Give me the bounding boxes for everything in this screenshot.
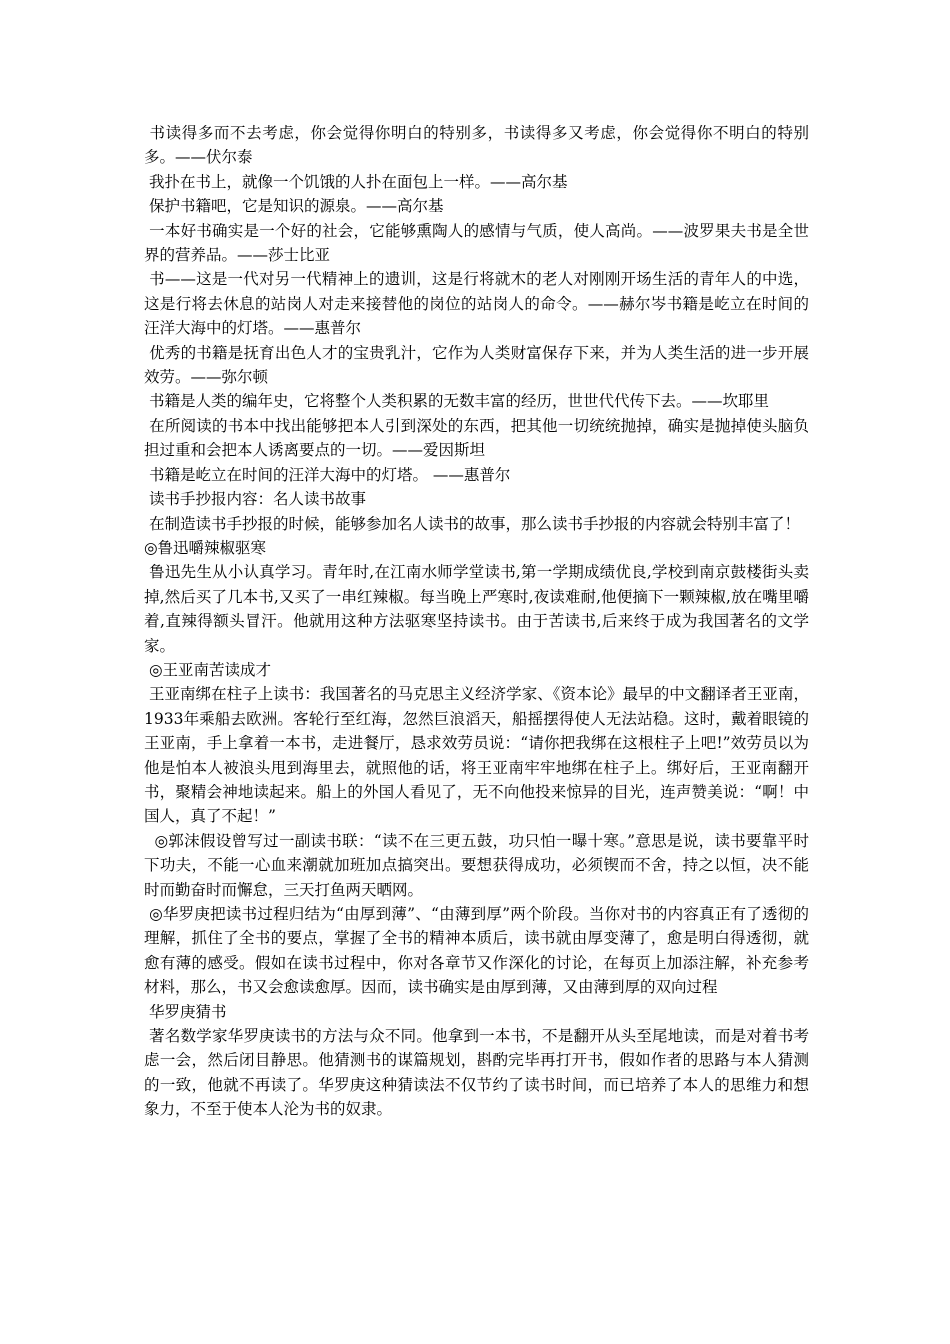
story-body-luxun: 鲁迅先生从小认真学习。青年时,在江南水师学堂读书,第一学期成绩优良,学校到南京鼓楼街头卖掉,然后买了几本书,又买了一串红辣椒。每当晚上严寒时,夜读难耐,他便摘下一颗辣椒,放在嘴里嚼着,直辣得额头冒汗。他就用这种方法驱寒坚持读书。由于苦读书,后来终于成为我国著名的文学家。 (144, 563, 809, 655)
story-heading-luxun: ◎鲁迅嚼辣椒驱寒 (144, 538, 267, 557)
quote-einstein: 在所阅读的书本中找出能够把本人引到深处的东西，把其他一切统统抛掉，确实是抛掉使头脑负担过重和会把本人诱离要点的一切。——爱因斯坦 (144, 416, 809, 460)
quote-herzen-whipple: 书——这是一代对另一代精神上的遗训，这是行将就木的老人对刚刚开场生活的青年人的中选，这是行将去休息的站岗人对走来接替他的岗位的站岗人的命令。——赫尔岑书籍是屹立在时间的汪洋大海中的灯塔。——惠普尔 (144, 270, 809, 338)
quote-gorky-bread: 我扑在书上，就像一个饥饿的人扑在面包上一样。——高尔基 (144, 172, 568, 191)
quote-kanyeli: 书籍是人类的编年史，它将整个人类积累的无数丰富的经历，世世代代传下去。——坎耶里 (144, 392, 769, 411)
story-body-wangyanan: 王亚南绑在柱子上读书：我国著名的马克思主义经济学家、《资本论》最早的中文翻译者王亚南，1933年乘船去欧洲。客轮行至红海，忽然巨浪滔天，船摇摆得使人无法站稳。这时，戴着眼镜的王亚南，手上拿着一本书，走进餐厅，恳求效劳员说：“请你把我绑在这根柱子上吧!”效劳员以为他是怕本人被浪头甩到海里去，就照他的话，将王亚南牢牢地绑在柱子上。绑好后，王亚南翻开书，聚精会神地读起来。船上的外国人看见了，无不向他投来惊异的目光，连声赞美说：“啊！中国人，真了不起！” (144, 685, 809, 826)
section-heading-stories: 读书手抄报内容：名人读书故事 (144, 490, 366, 509)
intro-paragraph: 在制造读书手抄报的时候，能够参加名人读书的故事，那么读书手抄报的内容就会特别丰富了！ (144, 514, 800, 533)
story-guomoruo: ◎郭沫假设曾写过一副读书联：“读不在三更五鼓，功只怕一曝十寒。”意思是说，读书要靠平时下功夫，不能一心血来潮就加班加点搞突出。要想获得成功，必须锲而不舍，持之以恒，决不能时而勤奋时而懈怠，三天打鱼两天晒网。 (144, 831, 809, 899)
quote-milton: 优秀的书籍是抚育出色人才的宝贵乳汁，它作为人类财富保存下来，并为人类生活的进一步开展效劳。——弥尔顿 (144, 343, 809, 387)
story-heading-hualuogeng-guess: 华罗庚猜书 (144, 1002, 227, 1021)
quote-whipple: 书籍是屹立在时间的汪洋大海中的灯塔。 ——惠普尔 (144, 465, 511, 484)
story-heading-wangyanan: ◎王亚南苦读成才 (144, 660, 271, 679)
story-body-hualuogeng-guess: 著名数学家华罗庚读书的方法与众不同。他拿到一本书，不是翻开从头至尾地读，而是对着书考虑一会，然后闭目静思。他猜测书的谋篇规划，斟酌完毕再打开书，假如作者的思路与本人猜测的一致，他就不再读了。华罗庚这种猜读法不仅节约了读书时间，而已培养了本人的思维力和想象力，不至于使本人沦为书的奴隶。 (144, 1027, 809, 1119)
quote-voltaire: 书读得多而不去考虑，你会觉得你明白的特别多，书读得多又考虑，你会觉得你不明白的特别多。——伏尔泰 (144, 124, 809, 167)
quote-pologov-shakespeare: 一本好书确实是一个好的社会，它能够熏陶人的感情与气质，使人高尚。——波罗果夫书是全世界的营养品。——莎士比亚 (144, 221, 809, 265)
story-hualuogeng-thick-thin: ◎华罗庚把读书过程归结为“由厚到薄”、“由薄到厚”两个阶段。当你对书的内容真正有了透彻的理解，抓住了全书的要点，掌握了全书的精神本质后，读书就由厚变薄了，愈是明白得透彻，就愈有薄的感受。假如在读书过程中，你对各章节又作深化的讨论，在每页上加添注解，补充参考材料，那么，书又会愈读愈厚。因而，读书确实是由厚到薄，又由薄到厚的双向过程 (144, 905, 809, 997)
quote-gorky-books: 保护书籍吧，它是知识的源泉。——高尔基 (144, 197, 444, 216)
document-body (144, 121, 809, 1122)
